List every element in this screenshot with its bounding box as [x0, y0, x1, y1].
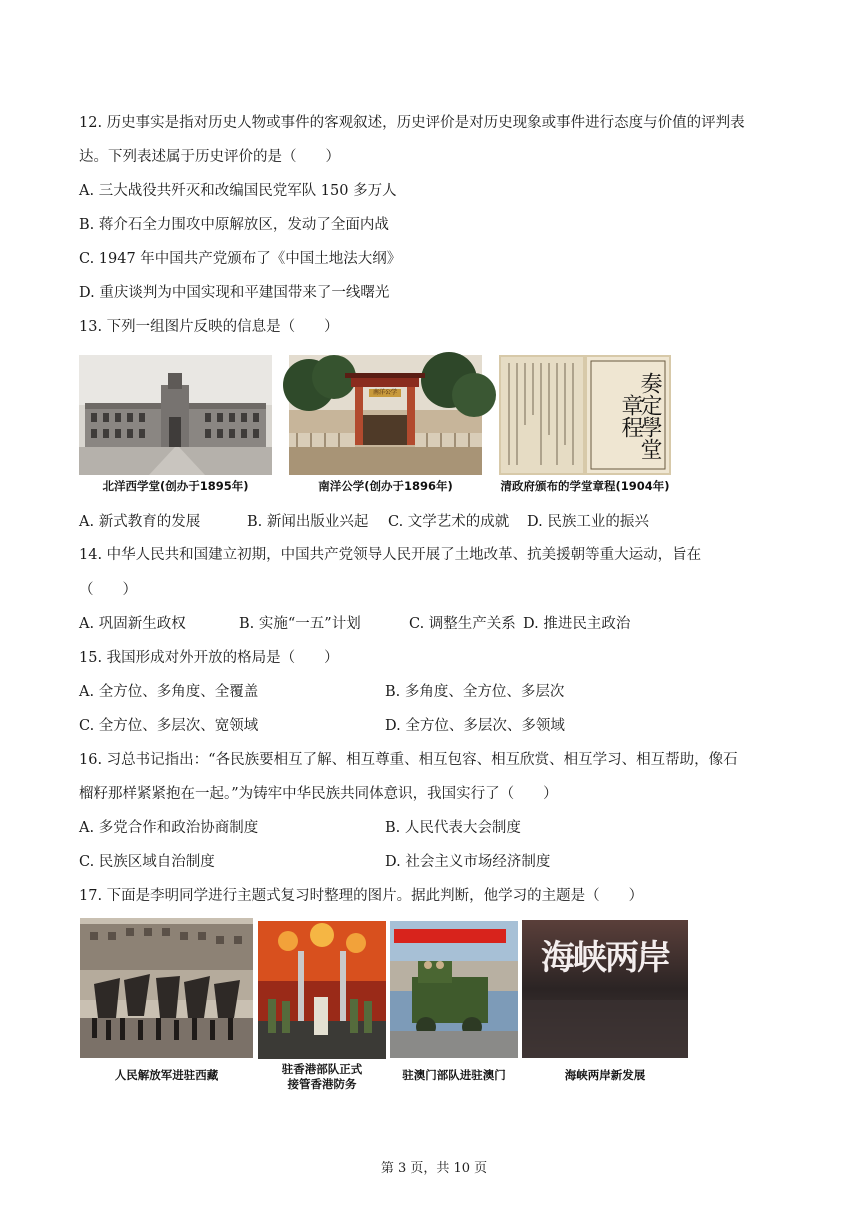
q15-option-b: B. 多角度、全方位、多层次 [385, 684, 565, 700]
q13-caption-2: 南洋公学(创办于1896年) [318, 479, 453, 493]
q12-stem-line2: 达。下列表述属于历史评价的是（ ） [79, 149, 340, 165]
q13-caption-1: 北洋西学堂(创办于1895年) [102, 479, 249, 493]
q13-option-a: A. 新式教育的发展 [79, 514, 201, 530]
q16-stem-line2: 榴籽那样紧紧抱在一起。”为铸牢中华民族共同体意识，我国实行了（ ） [79, 786, 558, 802]
hong-kong-garrison-photo [258, 921, 386, 1059]
q13-option-b: B. 新闻出版业兴起 [247, 514, 369, 530]
q15-option-d: D. 全方位、多层次、多领域 [385, 718, 565, 734]
q15-option-a: A. 全方位、多角度、全覆盖 [79, 684, 259, 700]
q14-option-b: B. 实施“一五”计划 [239, 616, 361, 632]
q14-option-a: A. 巩固新生政权 [79, 616, 186, 632]
q12-option-d: D. 重庆谈判为中国实现和平建国带来了一线曙光 [79, 285, 390, 301]
cross-strait-art-text: 海峡两岸 [541, 938, 669, 978]
school-regulations-photo [499, 355, 671, 475]
q16-stem-line1: 16. 习总书记指出：“各民族要相互了解、相互尊重、相互包容、相互欣赏、相互学习、相互帮助，像石 [79, 752, 738, 768]
q13-option-c: C. 文学艺术的成就 [388, 514, 510, 530]
q16-option-b: B. 人民代表大会制度 [385, 820, 521, 836]
cross-strait-photo [522, 920, 688, 1058]
beiyang-school-photo [79, 355, 272, 475]
q17-caption-2a: 驻香港部队正式 [281, 1062, 363, 1076]
q17-caption-1: 人民解放军进驻西藏 [114, 1068, 219, 1082]
q14-stem-line2: （ ） [79, 582, 137, 598]
q17-stem: 17. 下面是李明同学进行主题式复习时整理的图片。据此判断，他学习的主题是（ ） [79, 888, 644, 904]
regulations-book-title: 奏定學堂章程 [618, 372, 662, 460]
q16-option-c: C. 民族区域自治制度 [79, 854, 215, 870]
q14-option-d: D. 推进民主政治 [523, 616, 631, 632]
q16-option-a: A. 多党合作和政治协商制度 [79, 820, 259, 836]
tibet-photo [80, 918, 253, 1058]
q14-stem-line1: 14. 中华人民共和国建立初期，中国共产党领导人民开展了土地改革、抗美援朝等重大运动，旨在 [79, 547, 702, 563]
q15-option-c: C. 全方位、多层次、宽领域 [79, 718, 259, 734]
page-footer: 第 3 页，共 10 页 [380, 1161, 488, 1176]
q16-option-d: D. 社会主义市场经济制度 [385, 854, 551, 870]
q13-stem: 13. 下列一组图片反映的信息是（ ） [79, 319, 339, 335]
q15-stem: 15. 我国形成对外开放的格局是（ ） [79, 650, 339, 666]
q17-caption-4: 海峡两岸新发展 [564, 1068, 646, 1082]
q17-caption-2b: 接管香港防务 [287, 1077, 357, 1091]
q12-stem-line1: 12. 历史事实是指对历史人物或事件的客观叙述，历史评价是对历史现象或事件进行态度与价值的评判表 [79, 115, 745, 131]
q12-option-c: C. 1947 年中国共产党颁布了《中国土地法大纲》 [79, 251, 402, 267]
macau-garrison-photo [390, 921, 518, 1058]
nanyang-gate-photo [289, 355, 482, 475]
q14-option-c: C. 调整生产关系 [409, 616, 516, 632]
q13-option-d: D. 民族工业的振兴 [527, 514, 649, 530]
q12-option-b: B. 蒋介石全力围攻中原解放区，发动了全面内战 [79, 217, 389, 233]
nanyang-gate-plaque: 南洋公学 [372, 389, 397, 396]
q17-caption-3: 驻澳门部队进驻澳门 [402, 1068, 506, 1082]
q13-caption-3: 清政府颁布的学堂章程(1904年) [500, 479, 670, 493]
q12-option-a: A. 三大战役共歼灭和改编国民党军队 150 多万人 [79, 183, 397, 199]
